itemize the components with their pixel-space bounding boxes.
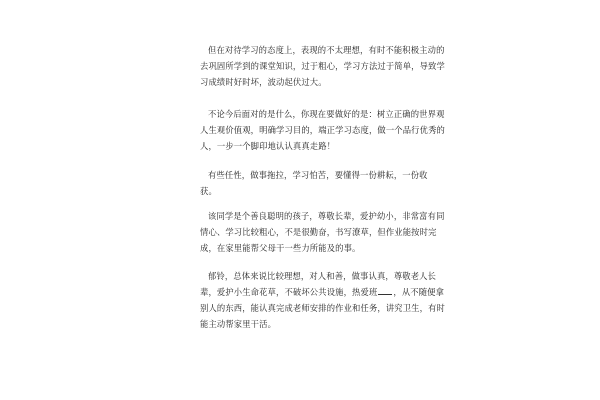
paragraph-2-line-1: 不论今后面对的是什么，你现在要做好的是：树立正确的世界观: [208, 109, 445, 119]
paragraph-5-line-2-tail: ，从不随便拿: [393, 287, 445, 297]
paragraph-1-line-2: 去巩固所学到的课堂知识，过于粗心，学习方法过于简单，导致学: [200, 61, 445, 71]
fill-in-blank: [378, 285, 392, 295]
paragraph-3: [200, 167, 428, 199]
paragraph-4-line-2: 情心、学习比较粗心，不是很勤奋，书写潦草，但作业能按时完: [200, 227, 437, 237]
paragraph-4: [200, 208, 445, 256]
paragraph-5-line-2-head: 辈，爱护小生命花草，不破坏公共设施，热爱班: [200, 287, 378, 297]
paragraph-5-line-4: 能主动帮家里干活。: [200, 319, 277, 329]
paragraph-2-line-2: 人生观价值观，明确学习目的，端正学习态度，做一个品行优秀的: [200, 125, 445, 135]
paragraph-5-line-2: [200, 284, 445, 300]
paragraph-1-line-1: 但在对待学习的态度上，表现的不太理想，有时不能积极主动的: [208, 45, 445, 55]
paragraph-1-line-3: 习成绩时好时坏，波动起伏过大。: [200, 77, 327, 87]
paragraph-4-line-1: 该同学是个善良聪明的孩子，尊敬长辈，爱护幼小，非常富有同: [208, 211, 445, 221]
paragraph-2-line-3: 人，一步一个脚印地认认真真走路！: [200, 141, 336, 151]
paragraph-5-line-1: 郁铃，总体来说比较理想，对人和善，做事认真，尊敬老人长: [208, 271, 437, 281]
paragraph-3-line-1: 有些任性，做事拖拉，学习怕苦，要懂得一份耕耘，一份收: [208, 170, 428, 180]
paragraph-5: [200, 268, 445, 332]
paragraph-3-line-2: 获。: [200, 186, 217, 196]
paragraph-4-line-3: 成，在家里能帮父母干一些力所能及的事。: [200, 243, 361, 253]
paragraph-2: [200, 106, 445, 154]
paragraph-1: [200, 42, 445, 90]
paragraph-5-line-3: 别人的东西，能认真完成老师安排的作业和任务，讲究卫生，有时: [200, 303, 445, 313]
